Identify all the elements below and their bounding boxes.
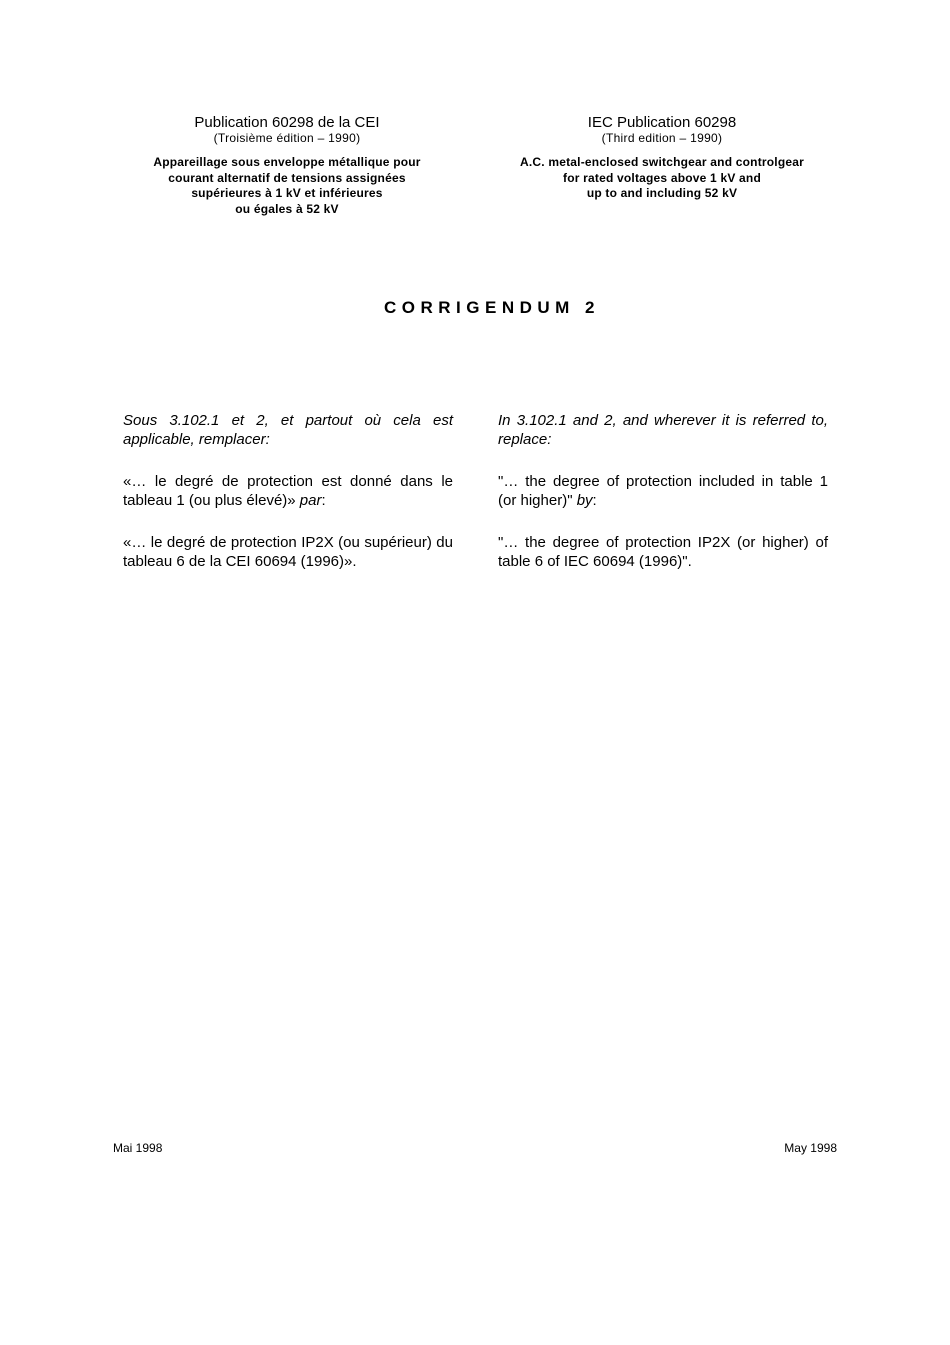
title-line: for rated voltages above 1 kV and xyxy=(563,170,761,185)
new-text-paragraph-fr: «… le degré de protection IP2X (ou supérieur) du tableau 6 de la CEI 60694 (1996)». xyxy=(123,534,453,570)
edition-en: (Third edition – 1990) xyxy=(601,131,723,145)
punctuation: : xyxy=(592,492,597,509)
old-text: «… le degré de protection est donné dans le tableau 1 (ou plus élevé)» xyxy=(123,473,453,509)
footer-date-en: May 1998 xyxy=(784,1141,837,1155)
title-line: up to and including 52 kV xyxy=(586,186,738,200)
corrigendum-heading: CORRIGENDUM 2 xyxy=(383,298,600,317)
old-text-paragraph-en xyxy=(498,472,828,510)
intro-paragraph-en: In 3.102.1 and 2, and wherever it is referred to, replace: xyxy=(498,412,828,448)
connector-word: par xyxy=(299,492,322,509)
title-line: A.C. metal-enclosed switchgear and controlgear xyxy=(520,155,804,169)
header-english xyxy=(492,114,832,202)
document-title-fr xyxy=(117,155,457,217)
title-line: ou égales à 52 kV xyxy=(235,201,339,216)
publication-title-en: IEC Publication 60298 xyxy=(587,114,737,131)
title-line: courant alternatif de tensions assignées xyxy=(168,170,406,185)
header-french xyxy=(117,114,457,217)
title-line: supérieures à 1 kV et inférieures xyxy=(191,186,383,200)
old-text: "… the degree of protection included in table 1 (or higher)" xyxy=(498,473,828,509)
old-text-paragraph-fr xyxy=(123,472,453,510)
intro-paragraph-fr: Sous 3.102.1 et 2, et partout où cela est applicable, remplacer: xyxy=(123,412,453,448)
body-english xyxy=(498,411,828,594)
body-french xyxy=(123,411,453,594)
new-text-paragraph-en: "… the degree of protection IP2X (or higher) of table 6 of IEC 60694 (1996)". xyxy=(498,534,828,570)
connector-word: by xyxy=(576,492,593,509)
punctuation: : xyxy=(321,492,326,509)
publication-title-fr: Publication 60298 de la CEI xyxy=(194,114,380,131)
footer-date-fr: Mai 1998 xyxy=(113,1141,163,1155)
edition-fr: (Troisième édition – 1990) xyxy=(213,131,361,145)
document-title-en xyxy=(492,155,832,202)
title-line: Appareillage sous enveloppe métallique pour xyxy=(153,155,421,169)
